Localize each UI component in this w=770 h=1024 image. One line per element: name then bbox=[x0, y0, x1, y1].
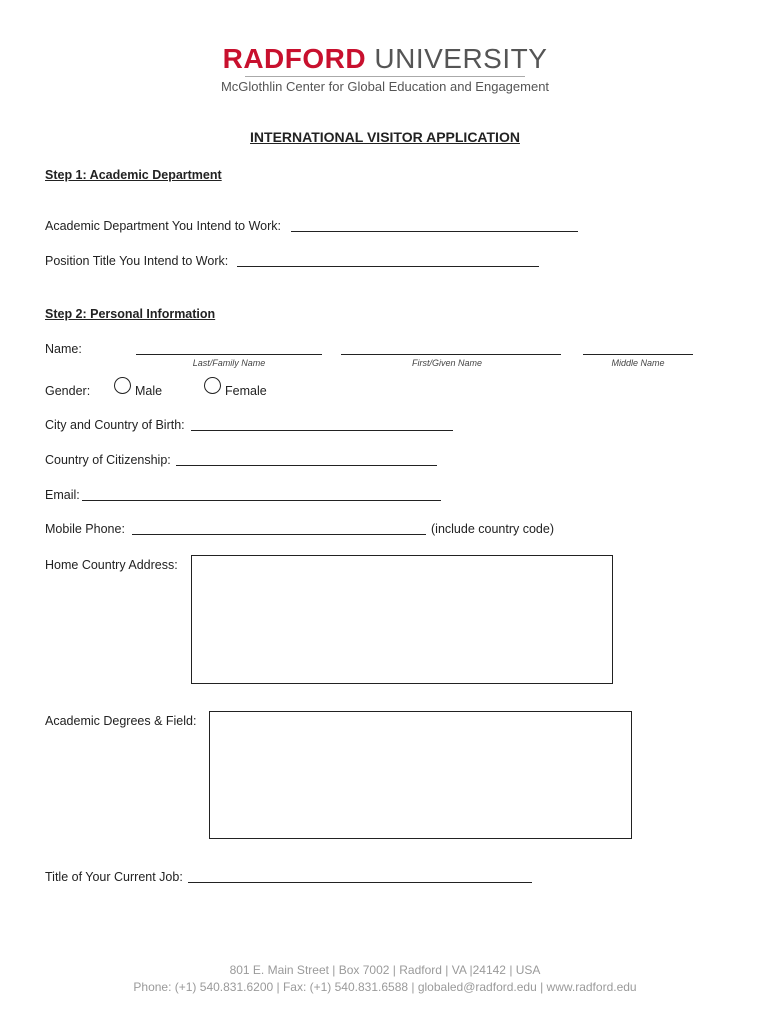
position-label: Position Title You Intend to Work: bbox=[45, 254, 229, 268]
job-field[interactable] bbox=[188, 870, 532, 883]
mobile-note: (include country code) bbox=[431, 522, 554, 536]
logo-brand-gray: UNIVERSITY bbox=[374, 43, 548, 74]
last-name-caption: Last/Family Name bbox=[192, 358, 266, 368]
department-label: Academic Department You Intend to Work: bbox=[45, 219, 282, 233]
logo bbox=[0, 44, 770, 95]
gender-label: Gender: bbox=[45, 384, 91, 398]
page-title: INTERNATIONAL VISITOR APPLICATION bbox=[250, 129, 520, 145]
logo-divider bbox=[245, 76, 525, 77]
logo-subtitle: McGlothlin Center for Global Education and Engagement bbox=[220, 79, 550, 94]
logo-brand-red: RADFORD bbox=[222, 43, 367, 74]
department-field[interactable] bbox=[291, 219, 578, 232]
address-label: Home Country Address: bbox=[45, 558, 178, 572]
mobile-field[interactable] bbox=[132, 522, 426, 535]
position-field[interactable] bbox=[237, 254, 539, 267]
first-name-field[interactable] bbox=[341, 342, 561, 355]
gender-female-label: Female bbox=[225, 384, 267, 398]
gender-male-radio[interactable] bbox=[114, 377, 131, 394]
address-textbox[interactable] bbox=[191, 555, 613, 684]
degrees-label: Academic Degrees & Field: bbox=[45, 714, 197, 728]
middle-name-caption: Middle Name bbox=[611, 358, 665, 368]
last-name-field[interactable] bbox=[136, 342, 322, 355]
middle-name-field[interactable] bbox=[583, 342, 693, 355]
degrees-textbox[interactable] bbox=[209, 711, 632, 839]
email-label: Email: bbox=[45, 488, 80, 502]
first-name-caption: First/Given Name bbox=[411, 358, 482, 368]
citizenship-field[interactable] bbox=[176, 453, 437, 466]
logo-wordmark bbox=[0, 44, 770, 74]
email-field[interactable] bbox=[82, 488, 441, 501]
gender-female-radio[interactable] bbox=[204, 377, 221, 394]
birth-label: City and Country of Birth: bbox=[45, 418, 185, 432]
name-label: Name: bbox=[45, 342, 82, 356]
birth-field[interactable] bbox=[191, 418, 453, 431]
step2-heading: Step 2: Personal Information bbox=[45, 307, 216, 321]
step1-heading: Step 1: Academic Department bbox=[45, 168, 222, 182]
gender-male-label: Male bbox=[135, 384, 163, 398]
mobile-label: Mobile Phone: bbox=[45, 522, 125, 536]
citizenship-label: Country of Citizenship: bbox=[45, 453, 171, 467]
job-label: Title of Your Current Job: bbox=[45, 870, 183, 884]
footer-contact: Phone: (+1) 540.831.6200 | Fax: (+1) 540.831.6588 | globaled@radford.edu | www.radford.edu bbox=[133, 980, 637, 994]
footer-address: 801 E. Main Street | Box 7002 | Radford | VA |24142 | USA bbox=[229, 963, 541, 977]
